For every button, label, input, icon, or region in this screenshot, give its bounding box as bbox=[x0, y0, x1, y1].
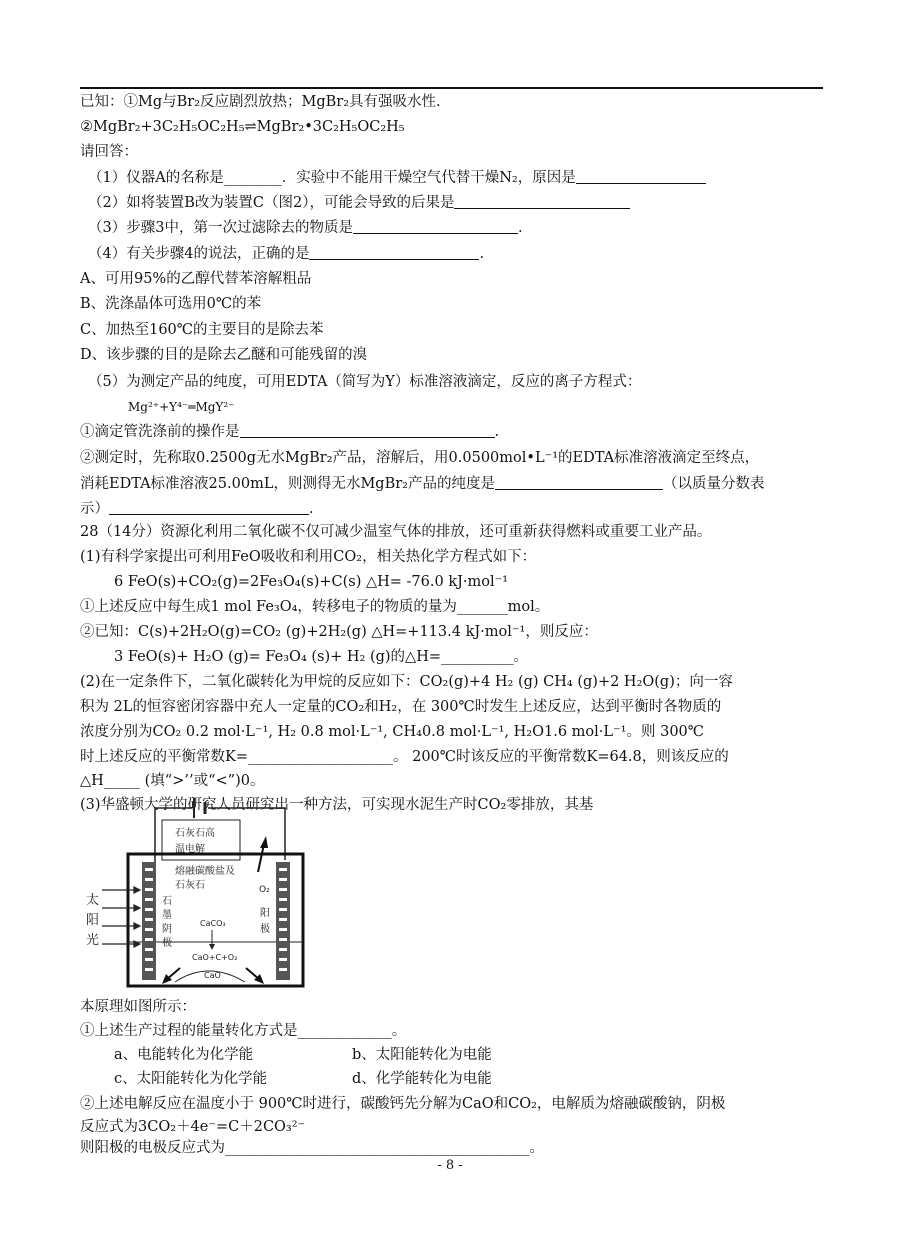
part-3-q2-line-3: 则阳极的电极反应式为__________________________________________。 bbox=[80, 1140, 544, 1156]
part-1-q2: ②已知：C(s)+2H₂O(g)=CO₂ (g)+2H₂(g) △H=+113.4 kJ·mol⁻¹，则反应： bbox=[80, 624, 598, 640]
part-1-q1: ①上述反应中每生成1 mol Fe₃O₄，转移电子的物质的量为_______mol。 bbox=[80, 599, 550, 615]
part-2-line-3: 浓度分别为CO₂ 0.2 mol·L⁻¹, H₂ 0.8 mol·L⁻¹, CH₄0.8 mol·L⁻¹, H₂O1.6 mol·L⁻¹。则 300℃ bbox=[80, 724, 704, 740]
option-b: B、洗涤晶体可选用0℃的苯 bbox=[80, 296, 262, 312]
question-5-3: 消耗EDTA标准溶液25.00mL，则测得无水MgBr₂产品的纯度是 （以质量分数表 bbox=[80, 476, 765, 492]
label-limestone-electrolysis-2: 温电解 bbox=[175, 844, 205, 855]
part-3-q1: ①上述生产过程的能量转化方式是_____________。 bbox=[80, 1023, 407, 1039]
label-graphite-cathode-2: 墨 bbox=[162, 910, 172, 921]
label-sunlight-1: 太 bbox=[86, 893, 100, 908]
label-sunlight-3: 光 bbox=[86, 933, 100, 948]
question-4: （4）有关步骤4的说法，正确的是 . bbox=[88, 246, 485, 262]
part-2-line-2: 积为 2L的恒容密闭容器中充人一定量的CO₂和H₂，在 300℃时发生上述反应，达到平衡时各物质的 bbox=[80, 699, 722, 715]
titration-equation: Mg²⁺+Y⁴⁻═MgY²⁻ bbox=[128, 400, 235, 414]
answer-blank[interactable] bbox=[576, 169, 706, 184]
label-graphite-cathode-4: 极 bbox=[162, 938, 172, 949]
option-a: A、可用95%的乙醇代替苯溶解粗品 bbox=[80, 271, 312, 287]
question-5-1: ①滴定管洗涤前的操作是 . bbox=[80, 424, 500, 440]
choice-c: c、太阳能转化为化学能 bbox=[114, 1071, 268, 1087]
answer-blank[interactable] bbox=[309, 245, 479, 260]
electrolysis-diagram bbox=[80, 792, 320, 1002]
sunlight-arrows bbox=[102, 887, 140, 947]
part-3-q2-line-1: ②上述电解反应在温度小于 900℃时进行，碳酸钙先分解为CaO和CO₂，电解质为熔融碳酸钠，阴极 bbox=[80, 1096, 726, 1112]
part-1-q2-reaction: 3 FeO(s)+ H₂O (g)= Fe₃O₄ (s)+ H₂ (g)的△H=__________。 bbox=[114, 649, 528, 665]
label-anode-2: 极 bbox=[260, 924, 270, 935]
choice-b: b、太阳能转化为电能 bbox=[352, 1047, 492, 1063]
part-1: (1)有科学家提出可利用FeO吸收和利用CO₂，相关热化学方程式如下： bbox=[80, 549, 537, 565]
answer-blank[interactable] bbox=[495, 475, 663, 490]
label-graphite-cathode-3: 阴 bbox=[162, 924, 172, 935]
part-1-equation: 6 FeO(s)+CO₂(g)=2Fe₃O₄(s)+C(s) △H= -76.0 kJ·mol⁻¹ bbox=[114, 574, 509, 590]
known-line-1: 已知：①Mg与Br₂反应剧烈放热；MgBr₂具有强吸水性. bbox=[80, 94, 441, 110]
choice-d: d、化学能转化为电能 bbox=[352, 1071, 492, 1087]
question-3: （3）步骤3中，第一次过滤除去的物质是 . bbox=[88, 220, 523, 236]
label-reaction-products: CaO+C+O₂ bbox=[192, 953, 238, 962]
part-3-intro: (3)华盛顿大学的研究人员研究出一种方法，可实现水泥生产时CO₂零排放，其基 bbox=[80, 797, 594, 813]
label-cao: CaO bbox=[204, 971, 221, 980]
principle-caption: 本原理如图所示： bbox=[80, 999, 196, 1015]
part-2-line-5: △H_____ (填“>’’或“<”)0。 bbox=[80, 773, 265, 789]
label-anode-1: 阳 bbox=[260, 908, 270, 919]
question-5-2: ②测定时，先称取0.2500g无水MgBr₂产品，溶解后，用0.0500mol•L⁻¹的EDTA标准溶液滴定至终点， bbox=[80, 450, 760, 466]
page-number: - 8 - bbox=[437, 1158, 463, 1173]
part-2-line-1: (2)在一定条件下，二氧化碳转化为甲烷的反应如下：CO₂(g)+4 H₂ (g) CH₄ (g)+2 H₂O(g)；向一容 bbox=[80, 674, 733, 690]
label-sunlight-2: 阳 bbox=[86, 913, 100, 928]
label-o2: O₂ bbox=[259, 885, 270, 895]
part-2-line-4: 时上述反应的平衡常数K=____________________。 200℃时该反应的平衡常数K=64.8，则该反应的 bbox=[80, 749, 729, 765]
option-c: C、加热至160℃的主要目的是除去苯 bbox=[80, 322, 324, 338]
label-molten-carbonate-1: 熔融碳酸盐及 bbox=[175, 866, 235, 877]
please-answer: 请回答： bbox=[80, 144, 138, 160]
option-d: D、该步骤的目的是除去乙醚和可能残留的溴 bbox=[80, 347, 368, 363]
question-5: （5）为测定产品的纯度，可用EDTA（简写为Y）标准溶液滴定，反应的离子方程式： bbox=[88, 374, 642, 390]
answer-blank[interactable] bbox=[353, 219, 518, 234]
label-graphite-cathode-1: 石 bbox=[162, 896, 172, 907]
label-caco3: CaCO₃ bbox=[200, 919, 226, 928]
question-1: （1）仪器A的名称是________．实验中不能用干燥空气代替干燥N₂，原因是 bbox=[88, 168, 706, 188]
label-molten-carbonate-2: 石灰石 bbox=[175, 880, 205, 891]
answer-blank[interactable] bbox=[109, 500, 309, 515]
part-3-q2-line-2: 反应式为3CO₂＋4e⁻=C＋2CO₃²⁻ bbox=[80, 1119, 306, 1135]
choice-a: a、电能转化为化学能 bbox=[114, 1047, 254, 1063]
answer-blank[interactable] bbox=[454, 194, 630, 209]
known-line-2: ②MgBr₂+3C₂H₅OC₂H₅⇌MgBr₂•3C₂H₅OC₂H₅ bbox=[80, 119, 405, 135]
question-2: （2）如将装置B改为装置C（图2），可能会导致的后果是 bbox=[88, 193, 630, 213]
question-28-title: 28（14分）资源化利用二氧化碳不仅可减少温室气体的排放，还可重新获得燃料或重要工业产品。 bbox=[80, 524, 712, 540]
label-limestone-electrolysis-1: 石灰石高 bbox=[175, 828, 215, 839]
top-rule bbox=[80, 87, 823, 89]
question-5-4: 示） . bbox=[80, 501, 314, 517]
answer-blank[interactable] bbox=[240, 423, 495, 438]
